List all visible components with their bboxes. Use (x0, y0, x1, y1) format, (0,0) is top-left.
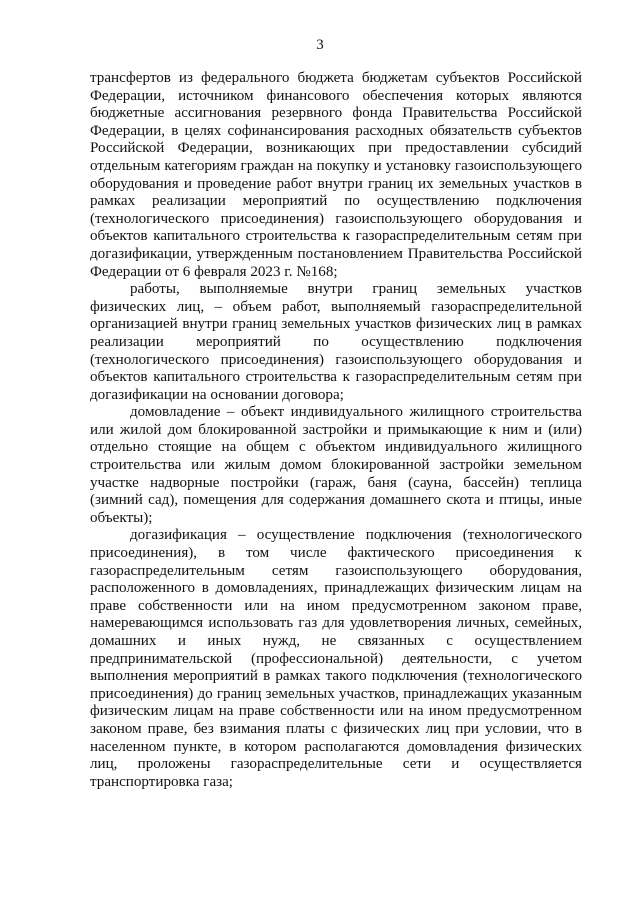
document-body (90, 70, 582, 791)
page-number: 3 (316, 37, 324, 53)
paragraph-continuation-transfers: трансфертов из федерального бюджета бюджетам субъектов Российской Федерации, источником финансового обеспечения которых являются бюджетные ассигнования резервного фонда Правительства Российской Федерации, в целях софинансирования расходных обязательств субъектов Российской Федерации, возникающих при предоставлении субсидий отдельным категориям граждан на покупку и установку газоиспользующего оборудования и проведение работ внутри границ их земельных участков в рамках реализации мероприятий по осуществлению подключения (технологического присоединения) газоиспользующего оборудования и объектов капитального строительства к газораспределительным сетям при догазификации, утвержденным постановлением Правительства Российской Федерации от 6 февраля 2023 г. №168; (90, 70, 582, 280)
paragraph-definition-household: домовладение – объект индивидуального жилищного строительства или жилой дом блокированной застройки и примыкающие к ним и (или) отдельно стоящие на общем с объектом индивидуального жилищного строительства или жилым домом блокированной застройки земельном участке надворные постройки (гараж, баня (сауна, бассейн) теплица (зимний сад), помещения для содержания домашнего скота и птицы, иные объекты); (90, 404, 582, 526)
paragraph-definition-works: работы, выполняемые внутри границ земельных участков физических лиц, – объем работ, выполняемый газораспределительной организацией внутри границ земельных участков физических лиц в рамках реализации мероприятий по осуществлению подключения (технологического присоединения) газоиспользующего оборудования и объектов капитального строительства к газораспределительным сетям при догазификации на основании договора; (90, 281, 582, 403)
paragraph-definition-gasification: догазификация – осуществление подключения (технологического присоединения), в том числе фактического присоединения к газораспределительным сетям газоиспользующего оборудования, расположенного в домовладениях, принадлежащих физическим лицам на праве собственности или на ином предусмотренном законом праве, намеревающимся использовать газ для удовлетворения личных, семейных, домашних и иных нужд, не связанных с осуществлением предпринимательской (профессиональной) деятельности, с учетом выполнения мероприятий в рамках такого подключения (технологического присоединения) до границ земельных участков, принадлежащих указанным физическим лицам на праве собственности или на ином предусмотренном законом праве, без взимания платы с физических лиц при условии, что в населенном пункте, в котором располагаются домовладения физических лиц, проложены газораспределительные сети и осуществляется транспортировка газа; (90, 527, 582, 790)
